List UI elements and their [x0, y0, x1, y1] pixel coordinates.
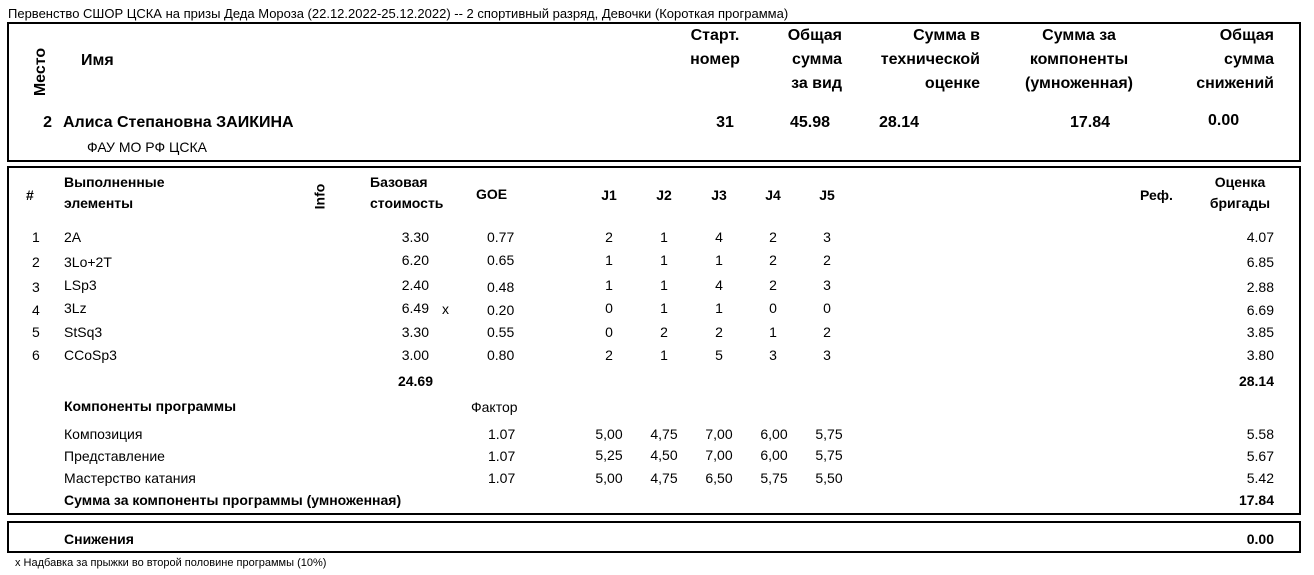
table-row-j2: 2 — [660, 324, 668, 340]
table-row-num: 1 — [32, 229, 40, 245]
table-row-base: 2.40 — [401, 277, 429, 293]
table-row-num: 5 — [32, 324, 40, 340]
table-row-element: CCoSp3 — [64, 347, 117, 363]
table-row-score: 6.69 — [1246, 302, 1274, 318]
table-row-num: 3 — [32, 279, 40, 295]
component-score: 5.67 — [1246, 448, 1274, 464]
table-row-num: 2 — [32, 254, 40, 270]
component-name: Композиция — [64, 426, 143, 442]
panel-score-header: Оценка бригады — [1209, 174, 1271, 211]
component-j2: 4,75 — [650, 470, 678, 486]
table-row-j4: 2 — [769, 252, 777, 268]
table-row-j2: 1 — [660, 300, 668, 316]
j1-header: J1 — [601, 187, 617, 203]
ref-header: Реф. — [1140, 187, 1173, 203]
table-row-num: 4 — [32, 302, 40, 318]
event-title: Первенство СШОР ЦСКА на призы Деда Мороза (22.12.2022-25.12.2022) -- 2 спортивный разряд, Девочки (Короткая программа) — [8, 6, 789, 21]
table-row-j1: 2 — [605, 347, 613, 363]
table-row-j1: 1 — [605, 252, 613, 268]
table-row-base: 3.30 — [401, 229, 429, 245]
goe-header: GOE — [476, 186, 508, 202]
table-row-j1: 1 — [605, 277, 613, 293]
table-row-j5: 3 — [823, 277, 831, 293]
table-row-j4: 2 — [769, 277, 777, 293]
deductions-box — [7, 521, 1301, 553]
components-total-label: Сумма за компоненты программы (умноженная) — [64, 492, 402, 508]
table-row-j5: 3 — [823, 347, 831, 363]
components-total-value: 17.84 — [1238, 492, 1274, 508]
j3-header: J3 — [711, 187, 727, 203]
table-row-goe: 0.20 — [487, 302, 515, 318]
table-row-score: 4.07 — [1246, 229, 1274, 245]
table-row-goe: 0.80 — [487, 347, 515, 363]
table-row-j4: 2 — [769, 229, 777, 245]
table-row-j2: 1 — [660, 277, 668, 293]
table-row-element: 3Lo+2T — [64, 254, 112, 270]
table-row-j2: 1 — [660, 347, 668, 363]
table-row-goe: 0.65 — [487, 252, 515, 268]
skater-place: 2 — [43, 114, 52, 131]
table-row-j3: 1 — [715, 300, 723, 316]
table-row-j5: 2 — [823, 252, 831, 268]
total-segment-header: Общая сумма за вид — [787, 27, 842, 92]
table-row-base: 3.00 — [401, 347, 429, 363]
deductions-header: Общая сумма снижений — [1196, 27, 1274, 92]
table-row-j3: 5 — [715, 347, 723, 363]
component-j3: 6,50 — [705, 470, 733, 486]
name-header: Имя — [81, 52, 114, 69]
component-score: 5.42 — [1246, 470, 1274, 486]
j4-header: J4 — [765, 187, 781, 203]
table-row-j1: 2 — [605, 229, 613, 245]
component-score: 5.58 — [1246, 426, 1274, 442]
table-row-j3: 4 — [715, 229, 723, 245]
table-row-j1: 0 — [605, 300, 613, 316]
table-row-j1: 0 — [605, 324, 613, 340]
component-j1: 5,00 — [595, 470, 623, 486]
table-row-j4: 3 — [769, 347, 777, 363]
component-j2: 4,50 — [650, 447, 678, 463]
table-row-j2: 1 — [660, 252, 668, 268]
table-row-j5: 2 — [823, 324, 831, 340]
components-label: Компоненты программы — [64, 398, 237, 414]
component-j4: 6,00 — [760, 447, 788, 463]
component-j3: 7,00 — [705, 447, 733, 463]
table-row-element: 2A — [64, 229, 82, 245]
table-row-base: 6.20 — [401, 252, 429, 268]
component-j3: 7,00 — [705, 426, 733, 442]
table-row-element: StSq3 — [64, 324, 103, 340]
component-j4: 6,00 — [760, 426, 788, 442]
component-j4: 5,75 — [760, 470, 788, 486]
table-row-element: 3Lz — [64, 300, 87, 316]
table-row-j3: 4 — [715, 277, 723, 293]
j5-header: J5 — [819, 187, 835, 203]
deductions-value: 0.00 — [1208, 112, 1240, 129]
table-row-score: 3.85 — [1246, 324, 1274, 340]
panel-score-total: 28.14 — [1238, 373, 1274, 389]
table-row-element: LSp3 — [64, 277, 97, 293]
table-row-info: x — [442, 301, 449, 317]
component-j2: 4,75 — [650, 426, 678, 442]
component-j1: 5,00 — [595, 426, 623, 442]
tes-header: Сумма в технической оценке — [880, 27, 980, 92]
table-row-j4: 1 — [769, 324, 777, 340]
table-row-goe: 0.77 — [487, 229, 515, 245]
total-segment-value: 45.98 — [789, 114, 831, 131]
table-row-j5: 0 — [823, 300, 831, 316]
place-header: Место — [32, 47, 49, 97]
skater-name: Алиса Степановна ЗАИКИНА — [63, 114, 294, 131]
component-j5: 5,75 — [815, 447, 843, 463]
table-row-j2: 1 — [660, 229, 668, 245]
table-row-score: 2.88 — [1246, 279, 1274, 295]
deductions-box-value: 0.00 — [1246, 531, 1274, 547]
pcs-header: Сумма за компоненты (умноженная) — [1025, 27, 1133, 92]
component-name: Представление — [64, 448, 165, 464]
start-number-header: Старт. номер — [690, 27, 740, 68]
elements-header: Выполненные элементы — [64, 174, 165, 211]
tes-value: 28.14 — [879, 114, 920, 131]
table-row-j4: 0 — [769, 300, 777, 316]
component-j1: 5,25 — [595, 447, 623, 463]
table-row-num: 6 — [32, 347, 40, 363]
num-header: # — [26, 187, 34, 203]
base-value-header: Базовая стоимость — [370, 174, 444, 211]
table-row-score: 6.85 — [1246, 254, 1274, 270]
component-factor: 1.07 — [488, 448, 516, 464]
table-row-score: 3.80 — [1246, 347, 1274, 363]
footnote: x Надбавка за прыжки во второй половине программы (10%) — [15, 557, 327, 569]
table-row-j3: 1 — [715, 252, 723, 268]
base-value-total: 24.69 — [397, 373, 433, 389]
pcs-value: 17.84 — [1070, 114, 1111, 131]
component-factor: 1.07 — [488, 426, 516, 442]
table-row-base: 3.30 — [401, 324, 429, 340]
table-row-j5: 3 — [823, 229, 831, 245]
j2-header: J2 — [656, 187, 672, 203]
info-header: Info — [311, 183, 328, 210]
factor-label: Фактор — [471, 399, 518, 415]
component-name: Мастерство катания — [64, 470, 196, 486]
component-j5: 5,75 — [815, 426, 843, 442]
component-factor: 1.07 — [488, 470, 516, 486]
component-j5: 5,50 — [815, 470, 843, 486]
skater-club: ФАУ МО РФ ЦСКА — [87, 139, 207, 155]
deductions-label: Снижения — [64, 531, 134, 547]
table-row-goe: 0.55 — [487, 324, 515, 340]
start-number-value: 31 — [716, 114, 734, 131]
table-row-goe: 0.48 — [487, 279, 515, 295]
table-row-base: 6.49 — [401, 300, 429, 316]
table-row-j3: 2 — [715, 324, 723, 340]
